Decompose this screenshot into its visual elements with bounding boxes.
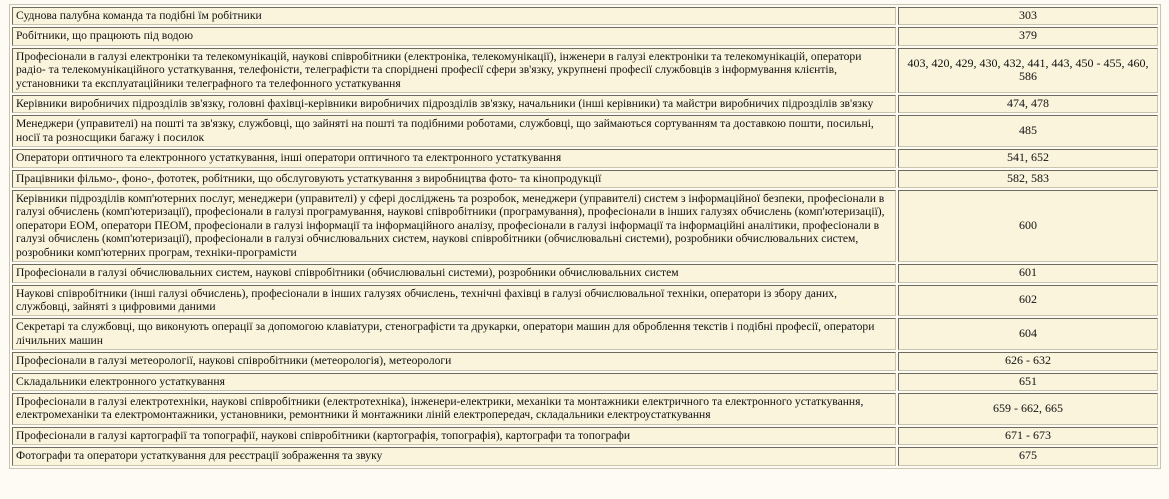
occupation-name-cell: Наукові співробітники (інші галузі обчислень), професіонали в інших галузях обчислень, технічні фахівці в галузі обчислювальної техніки, оператори із збору даних, службовці, зайняті з цифровими даними xyxy=(12,285,896,317)
occupation-codes-cell: 403, 420, 429, 430, 432, 441, 443, 450 - 455, 460, 586 xyxy=(898,48,1158,93)
occupation-name-cell: Професіонали в галузі картографії та топографії, наукові співробітники (картографія, топографія), картографи та топографи xyxy=(12,427,896,445)
table-row xyxy=(12,318,1158,350)
table-row xyxy=(12,264,1158,282)
table-row xyxy=(12,427,1158,445)
table-row xyxy=(12,170,1158,188)
occupation-codes-cell: 675 xyxy=(898,447,1158,465)
table-row xyxy=(12,373,1158,391)
occupations-table xyxy=(9,4,1161,469)
table-row xyxy=(12,27,1158,45)
table-row xyxy=(12,352,1158,370)
occupation-codes-cell: 485 xyxy=(898,115,1158,147)
occupation-name-cell: Професіонали в галузі обчислювальних систем, наукові співробітники (обчислювальні системи), розробники обчислювальних систем xyxy=(12,264,896,282)
table-row xyxy=(12,48,1158,93)
table-row xyxy=(12,393,1158,425)
occupation-codes-cell: 379 xyxy=(898,27,1158,45)
table-row xyxy=(12,190,1158,262)
table-row xyxy=(12,285,1158,317)
table-row xyxy=(12,95,1158,113)
occupations-table-body xyxy=(12,7,1158,466)
table-row xyxy=(12,149,1158,167)
occupation-codes-cell: 601 xyxy=(898,264,1158,282)
occupation-name-cell: Секретарі та службовці, що виконують операції за допомогою клавіатури, стенографісти та друкарки, оператори машин для оброблення текстів і подібні професії, оператори лічильних машин xyxy=(12,318,896,350)
occupation-name-cell: Керівники підрозділів комп'ютерних послуг, менеджери (управителі) у сфері досліджень та розробок, менеджери (управителі) систем з інформаційної безпеки, професіонали в галузі обчислень (комп'ютеризації), професіонали в галузі програмування, наукові співробітники (програмування), професіонали в інших галузях обчислень (комп'ютеризації), оператори ЕОМ, оператори ПЕОМ, професіонали в галузі інформації та інформаційного аналізу, професіонали в галузі інформації та інформаційні аналітики, професіонали в галузі обчислень (комп'ютеризації), професіонали в галузі обчислювальних систем, наукові співробітники (обчислювальні системи), розробники обчислювальних систем, розробники комп'ютерних програм, техніки-програмісти xyxy=(12,190,896,262)
occupation-codes-cell: 582, 583 xyxy=(898,170,1158,188)
occupation-codes-cell: 626 - 632 xyxy=(898,352,1158,370)
occupation-codes-cell: 303 xyxy=(898,7,1158,25)
occupation-codes-cell: 602 xyxy=(898,285,1158,317)
table-row xyxy=(12,115,1158,147)
occupation-name-cell: Професіонали в галузі електроніки та телекомунікацій, наукові співробітники (електроніка, телекомунікації), інженери в галузі електроніки та телекомунікацій, оператори радіо- та телекомунікаційного устаткування, телефоністи, телеграфісти та споріднені професії сфери зв'язку, укрупнені професії службовців з інформування клієнтів, установники та експлуатаційники телеграфного та телефонного устаткування xyxy=(12,48,896,93)
occupation-codes-cell: 600 xyxy=(898,190,1158,262)
occupation-name-cell: Керівники виробничих підрозділів зв'язку, головні фахівці-керівники виробничих підрозділів зв'язку, начальники (інші керівники) та майстри виробничих підрозділів зв'язку xyxy=(12,95,896,113)
occupation-name-cell: Працівники фільмо-, фоно-, фототек, робітники, що обслуговують устаткування з виробництва фото- та кінопродукції xyxy=(12,170,896,188)
occupation-name-cell: Суднова палубна команда та подібні їм робітники xyxy=(12,7,896,25)
table-row xyxy=(12,447,1158,465)
occupation-name-cell: Оператори оптичного та електронного устаткування, інші оператори оптичного та електронного устаткування xyxy=(12,149,896,167)
occupation-name-cell: Робітники, що працюють під водою xyxy=(12,27,896,45)
occupation-name-cell: Фотографи та оператори устаткування для реєстрації зображення та звуку xyxy=(12,447,896,465)
occupation-name-cell: Менеджери (управителі) на пошті та зв'язку, службовці, що зайняті на пошті та подібними роботами, службовці, що займаються сортуванням та доставкою пошти, посильні, носії та розносщики багажу і посилок xyxy=(12,115,896,147)
occupation-codes-cell: 671 - 673 xyxy=(898,427,1158,445)
occupation-codes-cell: 659 - 662, 665 xyxy=(898,393,1158,425)
occupation-name-cell: Складальники електронного устаткування xyxy=(12,373,896,391)
occupation-codes-cell: 541, 652 xyxy=(898,149,1158,167)
occupation-codes-cell: 474, 478 xyxy=(898,95,1158,113)
table-row xyxy=(12,7,1158,25)
occupation-name-cell: Професіонали в галузі електротехніки, наукові співробітники (електротехніка), інженери-електрики, механіки та монтажники електричного та електронного устаткування, електромеханіки та електромонтажники, установники, ремонтники й монтажники ліній електропередач, складальники електроустаткування xyxy=(12,393,896,425)
occupation-name-cell: Професіонали в галузі метеорології, наукові співробітники (метеорологія), метеорологи xyxy=(12,352,896,370)
occupation-codes-cell: 604 xyxy=(898,318,1158,350)
occupation-codes-cell: 651 xyxy=(898,373,1158,391)
